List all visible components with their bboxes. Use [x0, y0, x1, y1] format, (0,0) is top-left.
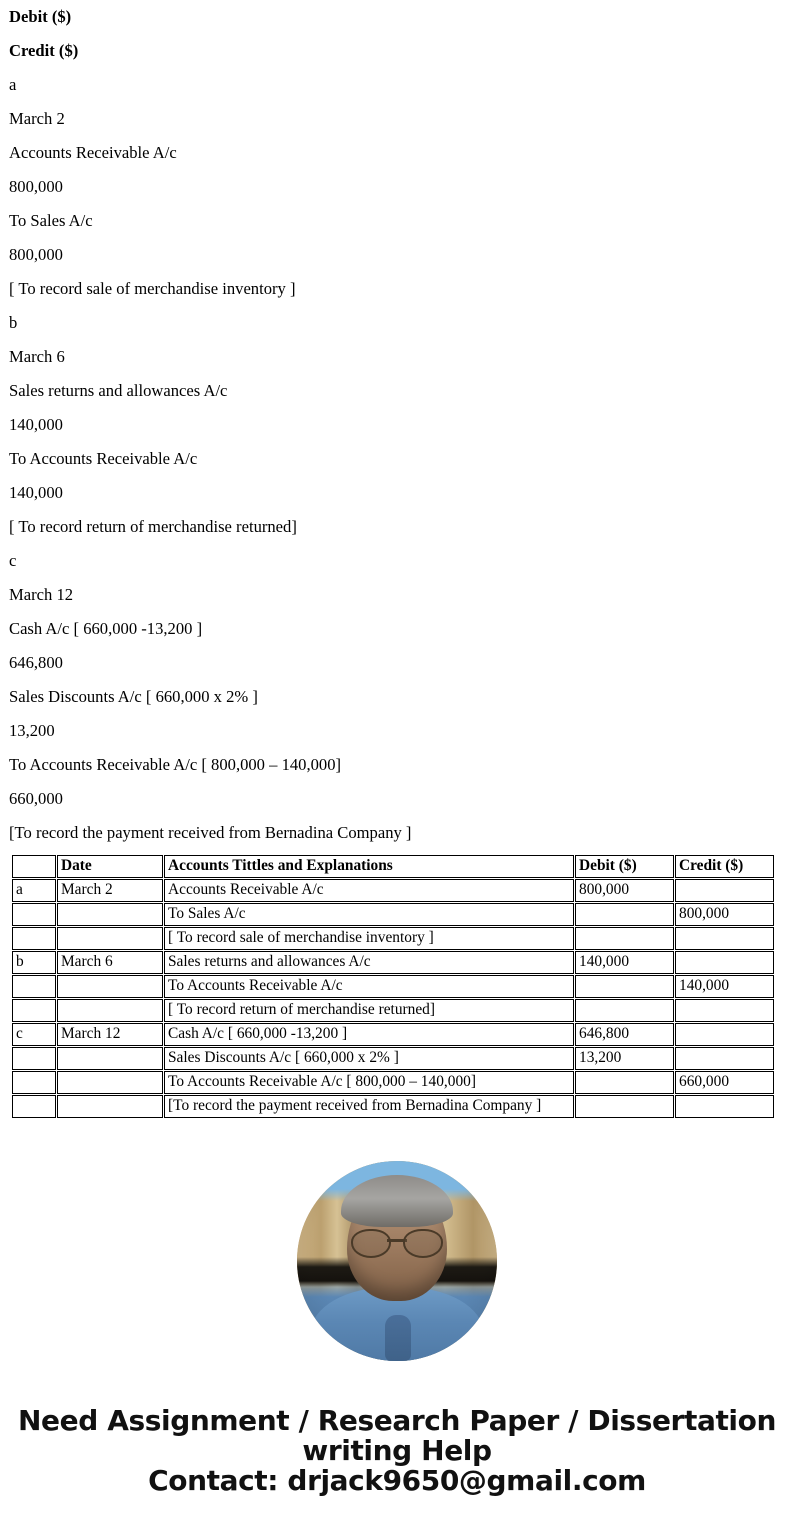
table-row — [12, 1095, 774, 1118]
table-cell: Sales Discounts A/c [ 660,000 x 2% ] — [164, 1047, 574, 1070]
table-row — [12, 1023, 774, 1046]
journal-text-line: To Accounts Receivable A/c [ 800,000 – 140,000] — [9, 755, 342, 774]
table-header-cell — [12, 855, 56, 878]
table-cell: [ To record return of merchandise returned] — [164, 999, 574, 1022]
promo-line-2: writing Help — [302, 1434, 492, 1467]
table-cell: 800,000 — [675, 903, 774, 926]
avatar — [297, 1161, 497, 1361]
journal-text-line: 800,000 — [9, 177, 63, 196]
table-cell: [ To record sale of merchandise inventory ] — [164, 927, 574, 950]
table-cell: March 6 — [57, 951, 163, 974]
table-cell: Cash A/c [ 660,000 -13,200 ] — [164, 1023, 574, 1046]
table-cell — [575, 1095, 674, 1118]
avatar-glasses-icon — [351, 1229, 443, 1255]
journal-text-line: Sales Discounts A/c [ 660,000 x 2% ] — [9, 687, 258, 706]
table-row — [12, 975, 774, 998]
table-cell — [12, 927, 56, 950]
table-cell: 13,200 — [575, 1047, 674, 1070]
table-cell — [675, 1023, 774, 1046]
table-row — [12, 951, 774, 974]
journal-table-container — [0, 854, 794, 1119]
table-cell: a — [12, 879, 56, 902]
table-cell — [675, 879, 774, 902]
table-row — [12, 927, 774, 950]
table-cell — [57, 999, 163, 1022]
table-cell: b — [12, 951, 56, 974]
journal-text-line: 660,000 — [9, 789, 63, 808]
table-header-cell: Date — [57, 855, 163, 878]
table-cell — [675, 927, 774, 950]
journal-text-line: 800,000 — [9, 245, 63, 264]
journal-text-line: 13,200 — [9, 721, 55, 740]
table-cell — [575, 1071, 674, 1094]
journal-text-line: March 12 — [9, 585, 74, 604]
journal-text-line: To Accounts Receivable A/c — [9, 449, 198, 468]
journal-text-line: Credit ($) — [9, 41, 79, 60]
table-cell — [57, 927, 163, 950]
table-cell — [57, 975, 163, 998]
journal-text-line: a — [9, 75, 17, 94]
table-cell: c — [12, 1023, 56, 1046]
table-cell — [57, 1047, 163, 1070]
journal-text-line: [To record the payment received from Bernadina Company ] — [9, 823, 412, 842]
table-header — [12, 855, 774, 878]
table-cell: Accounts Receivable A/c — [164, 879, 574, 902]
table-header-row — [12, 855, 774, 878]
table-row — [12, 903, 774, 926]
avatar-glasses-left-lens — [351, 1229, 391, 1258]
journal-text-line: March 6 — [9, 347, 65, 366]
table-cell — [12, 1047, 56, 1070]
promo-footer — [0, 1406, 794, 1496]
journal-entries-table — [11, 854, 775, 1119]
promo-line-3: Contact: drjack9650@gmail.com — [148, 1464, 646, 1497]
journal-text-line: Cash A/c [ 660,000 -13,200 ] — [9, 619, 203, 638]
journal-text-line: c — [9, 551, 17, 570]
table-cell — [12, 903, 56, 926]
table-cell: 646,800 — [575, 1023, 674, 1046]
table-cell — [675, 1095, 774, 1118]
table-cell — [675, 1047, 774, 1070]
table-body — [12, 879, 774, 1118]
journal-text-line: b — [9, 313, 18, 332]
avatar-glasses-right-lens — [403, 1229, 443, 1258]
table-cell: To Accounts Receivable A/c — [164, 975, 574, 998]
table-cell — [575, 927, 674, 950]
table-cell — [57, 1071, 163, 1094]
table-row — [12, 879, 774, 902]
avatar-tie — [385, 1315, 411, 1361]
journal-text-line: 140,000 — [9, 415, 63, 434]
table-header-cell: Debit ($) — [575, 855, 674, 878]
table-header-cell: Credit ($) — [675, 855, 774, 878]
table-row — [12, 1071, 774, 1094]
journal-text-line: [ To record sale of merchandise inventory ] — [9, 279, 296, 298]
table-row — [12, 1047, 774, 1070]
table-cell: March 12 — [57, 1023, 163, 1046]
table-cell: To Sales A/c — [164, 903, 574, 926]
table-cell — [675, 999, 774, 1022]
journal-text-line: 646,800 — [9, 653, 63, 672]
table-cell — [57, 903, 163, 926]
table-header-cell: Accounts Tittles and Explanations — [164, 855, 574, 878]
table-cell — [12, 1071, 56, 1094]
journal-text-line: 140,000 — [9, 483, 63, 502]
journal-text-line: March 2 — [9, 109, 65, 128]
avatar-block — [0, 1161, 794, 1361]
table-cell: 140,000 — [575, 951, 674, 974]
table-cell — [12, 975, 56, 998]
table-cell — [675, 951, 774, 974]
table-cell — [575, 999, 674, 1022]
journal-text-line: Sales returns and allowances A/c — [9, 381, 228, 400]
table-cell: March 2 — [57, 879, 163, 902]
table-cell — [57, 1095, 163, 1118]
table-cell: [To record the payment received from Bernadina Company ] — [164, 1095, 574, 1118]
table-cell — [575, 903, 674, 926]
promo-line-1: Need Assignment / Research Paper / Dissertation — [17, 1404, 776, 1437]
journal-text-line: [ To record return of merchandise returned] — [9, 517, 297, 536]
journal-text-line: Accounts Receivable A/c — [9, 143, 177, 162]
table-cell: 800,000 — [575, 879, 674, 902]
table-cell — [12, 1095, 56, 1118]
table-row — [12, 999, 774, 1022]
table-cell: To Accounts Receivable A/c [ 800,000 – 140,000] — [164, 1071, 574, 1094]
table-cell — [575, 975, 674, 998]
table-cell: 660,000 — [675, 1071, 774, 1094]
table-cell: 140,000 — [675, 975, 774, 998]
journal-text-line: Debit ($) — [9, 7, 72, 26]
table-cell — [12, 999, 56, 1022]
journal-text-line: To Sales A/c — [9, 211, 93, 230]
table-cell: Sales returns and allowances A/c — [164, 951, 574, 974]
